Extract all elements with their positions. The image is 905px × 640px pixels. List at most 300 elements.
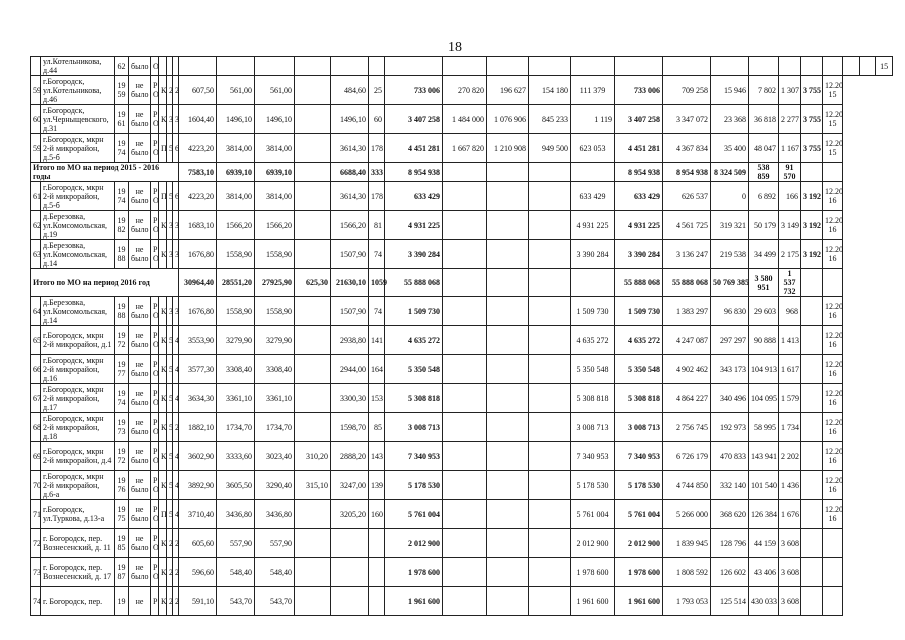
table-cell (295, 211, 331, 240)
table-cell: 3 (167, 211, 173, 240)
table-cell: 5 178 530 (615, 471, 663, 500)
table-cell: 128 796 (711, 529, 749, 558)
table-cell: 3 (173, 240, 179, 269)
table-cell: 60 (369, 105, 385, 134)
table-cell: 5 178 530 (571, 471, 615, 500)
table-cell (571, 57, 615, 76)
total-cell (571, 269, 615, 297)
table-cell: Р О (151, 76, 159, 105)
table-cell: 19 74 (115, 384, 129, 413)
total-cell: 8 954 938 (663, 163, 711, 182)
table-cell: 1 509 730 (615, 297, 663, 326)
table-cell: 1 617 (779, 355, 801, 384)
table-cell: 2944,00 (331, 355, 369, 384)
table-cell: 2 (173, 587, 179, 616)
table-cell: 4 635 272 (571, 326, 615, 355)
table-cell: 67 (31, 384, 41, 413)
table-cell: К (159, 211, 167, 240)
table-cell: 2 (167, 587, 173, 616)
table-cell: 1558,90 (255, 240, 295, 269)
table-cell (295, 240, 331, 269)
table-row (31, 355, 893, 384)
table-cell: 178 (369, 134, 385, 163)
table-cell (801, 326, 823, 355)
table-cell: 160 (369, 500, 385, 529)
table-cell (443, 355, 487, 384)
table-cell: не было (129, 471, 151, 500)
table-cell: 561,00 (217, 76, 255, 105)
table-cell: 23 368 (711, 105, 749, 134)
table-cell: 3 192 (801, 182, 823, 211)
table-cell: Р О (151, 326, 159, 355)
table-cell: 15 946 (711, 76, 749, 105)
total-cell: 28551,20 (217, 269, 255, 297)
table-cell: 3 (167, 105, 173, 134)
table-cell: 2 (167, 558, 173, 587)
table-cell (179, 57, 217, 76)
table-cell: 70 (31, 471, 41, 500)
table-cell: 3300,30 (331, 384, 369, 413)
table-row (31, 384, 893, 413)
table-cell: 50 179 (749, 211, 779, 240)
table-cell (331, 587, 369, 616)
table-cell: Р О (151, 471, 159, 500)
table-cell (295, 134, 331, 163)
table-cell: 1598,70 (331, 413, 369, 442)
table-cell (487, 326, 529, 355)
total-cell: 55 888 068 (663, 269, 711, 297)
table-cell: Р О (151, 105, 159, 134)
table-cell: 3577,30 (179, 355, 217, 384)
table-cell: 557,90 (217, 529, 255, 558)
table-cell (487, 500, 529, 529)
table-cell: 143 941 (749, 442, 779, 471)
table-cell: 12.20 16 (823, 326, 843, 355)
table-cell: 3 008 713 (615, 413, 663, 442)
table-cell: 3602,90 (179, 442, 217, 471)
table-cell: 19 59 (115, 76, 129, 105)
table-cell: 141 (369, 326, 385, 355)
table-cell: 5 (167, 384, 173, 413)
table-cell: 3814,00 (217, 134, 255, 163)
table-cell: 607,50 (179, 76, 217, 105)
table-cell (295, 105, 331, 134)
table-cell: 1 436 (779, 471, 801, 500)
table-cell: 166 (779, 182, 801, 211)
address-cell: д.Березовка, ул.Комсомольская, д.19 (41, 211, 115, 240)
table-cell: 2938,80 (331, 326, 369, 355)
table-cell: 1 793 053 (663, 587, 711, 616)
table-row (31, 529, 893, 558)
table-cell: 1 509 730 (571, 297, 615, 326)
table-cell (801, 558, 823, 587)
table-cell: 19 73 (115, 413, 129, 442)
table-cell: 543,70 (255, 587, 295, 616)
table-cell: 3634,30 (179, 384, 217, 413)
table-cell: 7 340 953 (615, 442, 663, 471)
table-cell: 1558,90 (217, 297, 255, 326)
table-cell: 104 095 (749, 384, 779, 413)
table-cell: 1 383 297 (663, 297, 711, 326)
table-cell: 12.20 16 (823, 413, 843, 442)
table-cell (295, 529, 331, 558)
table-cell: 153 (369, 384, 385, 413)
table-cell: 74 (369, 240, 385, 269)
table-cell: 1676,80 (179, 240, 217, 269)
table-cell: 3 (173, 211, 179, 240)
table-cell: 139 (369, 471, 385, 500)
total-cell: 8 954 938 (615, 163, 663, 182)
table-cell: 1882,10 (179, 413, 217, 442)
table-cell: Р О (151, 240, 159, 269)
table-cell: не было (129, 182, 151, 211)
table-cell: не было (129, 558, 151, 587)
table-cell: 3 390 284 (615, 240, 663, 269)
table-cell: 5 761 004 (615, 500, 663, 529)
table-cell: 1496,10 (331, 105, 369, 134)
table-cell: 1 579 (779, 384, 801, 413)
table-cell (529, 211, 571, 240)
table-cell: 143 (369, 442, 385, 471)
table-cell: 69 (31, 442, 41, 471)
table-cell (487, 413, 529, 442)
table-cell: 5 (167, 500, 173, 529)
table-cell (801, 500, 823, 529)
table-cell: 7 340 953 (571, 442, 615, 471)
table-cell: 1676,80 (179, 297, 217, 326)
table-cell: Р О (151, 413, 159, 442)
table-cell (443, 471, 487, 500)
table-cell: 3 (167, 297, 173, 326)
table-cell: 1 978 600 (385, 558, 443, 587)
table-cell: П (159, 500, 167, 529)
table-cell (369, 529, 385, 558)
table-row (31, 134, 893, 163)
table-cell (529, 442, 571, 471)
table-cell: 5 (167, 355, 173, 384)
address-cell: г.Богородск, мкрн 2-й микрорайон, д.6-а (41, 471, 115, 500)
table-cell: 1734,70 (217, 413, 255, 442)
table-cell: 59 (31, 76, 41, 105)
table-cell: К (159, 558, 167, 587)
table-cell: П (159, 134, 167, 163)
table-cell: 58 995 (749, 413, 779, 442)
table-cell: К (159, 442, 167, 471)
table-cell: 5 (167, 134, 173, 163)
table-cell: 3553,90 (179, 326, 217, 355)
table-cell: 1566,20 (331, 211, 369, 240)
table-cell: 3 008 713 (571, 413, 615, 442)
table-cell: 1 676 (779, 500, 801, 529)
table-cell: 4 635 272 (615, 326, 663, 355)
table-cell: не было (129, 240, 151, 269)
table-cell: 4 864 227 (663, 384, 711, 413)
table-cell: Р О (151, 182, 159, 211)
table-cell (255, 57, 295, 76)
table-cell (801, 355, 823, 384)
table-cell: 19 72 (115, 442, 129, 471)
table-cell: 548,40 (255, 558, 295, 587)
table-cell: 3 755 (801, 76, 823, 105)
table-cell: 4 451 281 (615, 134, 663, 163)
table-cell: 48 047 (749, 134, 779, 163)
table-cell: 62 (31, 211, 41, 240)
table-cell: 470 833 (711, 442, 749, 471)
table-cell: 3605,50 (217, 471, 255, 500)
table-cell: 74 (31, 587, 41, 616)
table-cell (823, 57, 843, 76)
table-cell: 3436,80 (255, 500, 295, 529)
table-cell: 3710,40 (179, 500, 217, 529)
table-cell: 3814,00 (255, 182, 295, 211)
table-cell: 2 012 900 (571, 529, 615, 558)
table-cell: 111 379 (571, 76, 615, 105)
total-cell: 30964,40 (179, 269, 217, 297)
table-cell: 3 608 (779, 558, 801, 587)
table-cell: Р О (151, 529, 159, 558)
table-cell: 25 (369, 76, 385, 105)
table-cell: 35 400 (711, 134, 749, 163)
table-cell: 125 514 (711, 587, 749, 616)
table-cell (529, 384, 571, 413)
total-cell (529, 163, 571, 182)
table-cell: 219 538 (711, 240, 749, 269)
address-cell: г.Богородск, ул.Черныщевского, д.31 (41, 105, 115, 134)
address-cell: г.Богородск, мкрн 2-й микрорайон, д.5-б (41, 134, 115, 163)
table-cell (295, 500, 331, 529)
table-cell: 74 (369, 297, 385, 326)
total-cell: 1 537 732 (779, 269, 801, 297)
table-cell (801, 442, 823, 471)
table-cell (487, 442, 529, 471)
total-cell: 6939,10 (217, 163, 255, 182)
table-cell: 1 734 (779, 413, 801, 442)
table-cell: 3 407 258 (385, 105, 443, 134)
table-cell: 4 744 850 (663, 471, 711, 500)
table-cell: 96 830 (711, 297, 749, 326)
table-cell (295, 413, 331, 442)
table-cell: 3 755 (801, 105, 823, 134)
table-cell: 19 82 (115, 211, 129, 240)
total-cell: 7583,10 (179, 163, 217, 182)
table-cell: К (159, 355, 167, 384)
table-cell: 1507,90 (331, 297, 369, 326)
table-cell: 557,90 (255, 529, 295, 558)
total-cell: 8 324 509 (711, 163, 749, 182)
table-cell: 1 978 600 (615, 558, 663, 587)
table-cell: 561,00 (255, 76, 295, 105)
table-cell: 85 (369, 413, 385, 442)
table-cell: 12.20 16 (823, 182, 843, 211)
table-cell: 12.20 16 (823, 442, 843, 471)
table-cell: 36 818 (749, 105, 779, 134)
table-cell: 3614,30 (331, 182, 369, 211)
table-cell: 6 892 (749, 182, 779, 211)
table-cell: 3 390 284 (385, 240, 443, 269)
table-cell (295, 182, 331, 211)
table-cell: 1 484 000 (443, 105, 487, 134)
table-cell: 4 561 725 (663, 211, 711, 240)
address-cell: д.Березовка, ул.Комсомольская, д.14 (41, 297, 115, 326)
table-cell (369, 558, 385, 587)
table-cell: 2888,20 (331, 442, 369, 471)
table-cell: 1 076 906 (487, 105, 529, 134)
table-cell: 196 627 (487, 76, 529, 105)
table-cell: 81 (369, 211, 385, 240)
total-cell (487, 269, 529, 297)
table-cell: 3 608 (779, 529, 801, 558)
table-cell: не было (129, 442, 151, 471)
table-cell: 5 308 818 (571, 384, 615, 413)
table-cell: 3892,90 (179, 471, 217, 500)
table-cell: 60 (31, 105, 41, 134)
table-cell (529, 558, 571, 587)
table-cell: 2 (167, 529, 173, 558)
table-cell: 15 (876, 57, 893, 76)
table-cell (487, 182, 529, 211)
total-cell (295, 163, 331, 182)
address-cell: г.Богородск, мкрн 2-й микрорайон, д.16 (41, 355, 115, 384)
table-cell: 65 (31, 326, 41, 355)
table-cell: 2 012 900 (385, 529, 443, 558)
table-cell (843, 57, 860, 76)
table-cell (529, 297, 571, 326)
address-cell: г.Богородск, ул.Туркова, д.13-а (41, 500, 115, 529)
table-cell (749, 57, 779, 76)
table-cell: К (159, 76, 167, 105)
table-cell: 7 802 (749, 76, 779, 105)
table-cell: 1 961 600 (615, 587, 663, 616)
table-cell: 605,60 (179, 529, 217, 558)
table-cell: Р О (151, 442, 159, 471)
table-cell: 3 (173, 297, 179, 326)
table-cell: 29 603 (749, 297, 779, 326)
table-cell: 6 726 179 (663, 442, 711, 471)
table-cell: 5 761 004 (571, 500, 615, 529)
table-cell (529, 413, 571, 442)
total-cell (823, 269, 843, 297)
table-cell: не было (129, 384, 151, 413)
table-cell: 1683,10 (179, 211, 217, 240)
table-cell: 19 74 (115, 134, 129, 163)
table-cell: 104 913 (749, 355, 779, 384)
table-cell: 126 602 (711, 558, 749, 587)
table-cell (295, 326, 331, 355)
table-cell: 3436,80 (217, 500, 255, 529)
total-cell: 6688,40 (331, 163, 369, 182)
table-cell: 1 667 820 (443, 134, 487, 163)
table-cell: 5 350 548 (385, 355, 443, 384)
table-cell: 4 (173, 384, 179, 413)
table-cell: 5 761 004 (385, 500, 443, 529)
table-cell: 310,20 (295, 442, 331, 471)
table-cell: не (129, 587, 151, 616)
table-cell: 319 321 (711, 211, 749, 240)
total-row (31, 163, 893, 182)
table-cell: 1 839 945 (663, 529, 711, 558)
table-row (31, 442, 893, 471)
table-cell: 5 (167, 326, 173, 355)
total-cell: 333 (369, 163, 385, 182)
table-cell: 1566,20 (217, 211, 255, 240)
table-cell: 154 180 (529, 76, 571, 105)
table-cell: 126 384 (749, 500, 779, 529)
address-cell: г.Богородск, мкрн 2-й микрорайон, д.17 (41, 384, 115, 413)
table-cell: 3 192 (801, 240, 823, 269)
table-cell: 178 (369, 182, 385, 211)
table-cell (529, 240, 571, 269)
table-cell: К (159, 587, 167, 616)
table-cell: 733 006 (385, 76, 443, 105)
table-cell: 3290,40 (255, 471, 295, 500)
address-cell: г. Богородск, пер. Вознесенский, д. 11 (41, 529, 115, 558)
total-cell: 91 570 (779, 163, 801, 182)
table-cell: 4 (173, 500, 179, 529)
table-cell: 12.20 16 (823, 471, 843, 500)
table-cell: 4223,20 (179, 134, 217, 163)
table-cell: 12.20 16 (823, 240, 843, 269)
table-cell: 1604,40 (179, 105, 217, 134)
table-cell: Р О (151, 355, 159, 384)
table-cell: 968 (779, 297, 801, 326)
table-cell: П (159, 182, 167, 211)
table-cell: 164 (369, 355, 385, 384)
table-cell: 4 635 272 (385, 326, 443, 355)
table-cell: 59 (31, 134, 41, 163)
table-cell: 3205,20 (331, 500, 369, 529)
table-cell: 19 77 (115, 355, 129, 384)
table-cell: 543,70 (217, 587, 255, 616)
table-cell: не было (129, 355, 151, 384)
table-cell: 1558,90 (255, 297, 295, 326)
total-cell: 21630,10 (331, 269, 369, 297)
table-row (31, 587, 893, 616)
table-row (31, 558, 893, 587)
total-cell (571, 163, 615, 182)
table-cell: не было (129, 297, 151, 326)
table-cell: 2 202 (779, 442, 801, 471)
table-cell: 3 008 713 (385, 413, 443, 442)
table-cell (801, 471, 823, 500)
table-cell: 1734,70 (255, 413, 295, 442)
table-cell: Р О (151, 297, 159, 326)
table-cell: 12.20 16 (823, 500, 843, 529)
table-row (31, 297, 893, 326)
table-cell: 19 87 (115, 558, 129, 587)
table-cell: 623 053 (571, 134, 615, 163)
table-cell: 4 (173, 471, 179, 500)
total-cell: 27925,90 (255, 269, 295, 297)
table-cell: 3 347 072 (663, 105, 711, 134)
table-cell: 633 429 (385, 182, 443, 211)
table-cell: 71 (31, 500, 41, 529)
table-cell: 4 (173, 442, 179, 471)
table-cell: 101 540 (749, 471, 779, 500)
table-cell (615, 57, 663, 76)
table-cell: 63 (31, 240, 41, 269)
table-cell: 733 006 (615, 76, 663, 105)
table-cell: 19 88 (115, 297, 129, 326)
table-cell: 3 755 (801, 134, 823, 163)
table-cell: 3361,10 (255, 384, 295, 413)
table-cell: 1 119 (571, 105, 615, 134)
table-cell: 3023,40 (255, 442, 295, 471)
table-cell: 19 61 (115, 105, 129, 134)
total-cell (443, 163, 487, 182)
table-cell: 44 159 (749, 529, 779, 558)
table-cell (443, 182, 487, 211)
table-cell: 709 258 (663, 76, 711, 105)
